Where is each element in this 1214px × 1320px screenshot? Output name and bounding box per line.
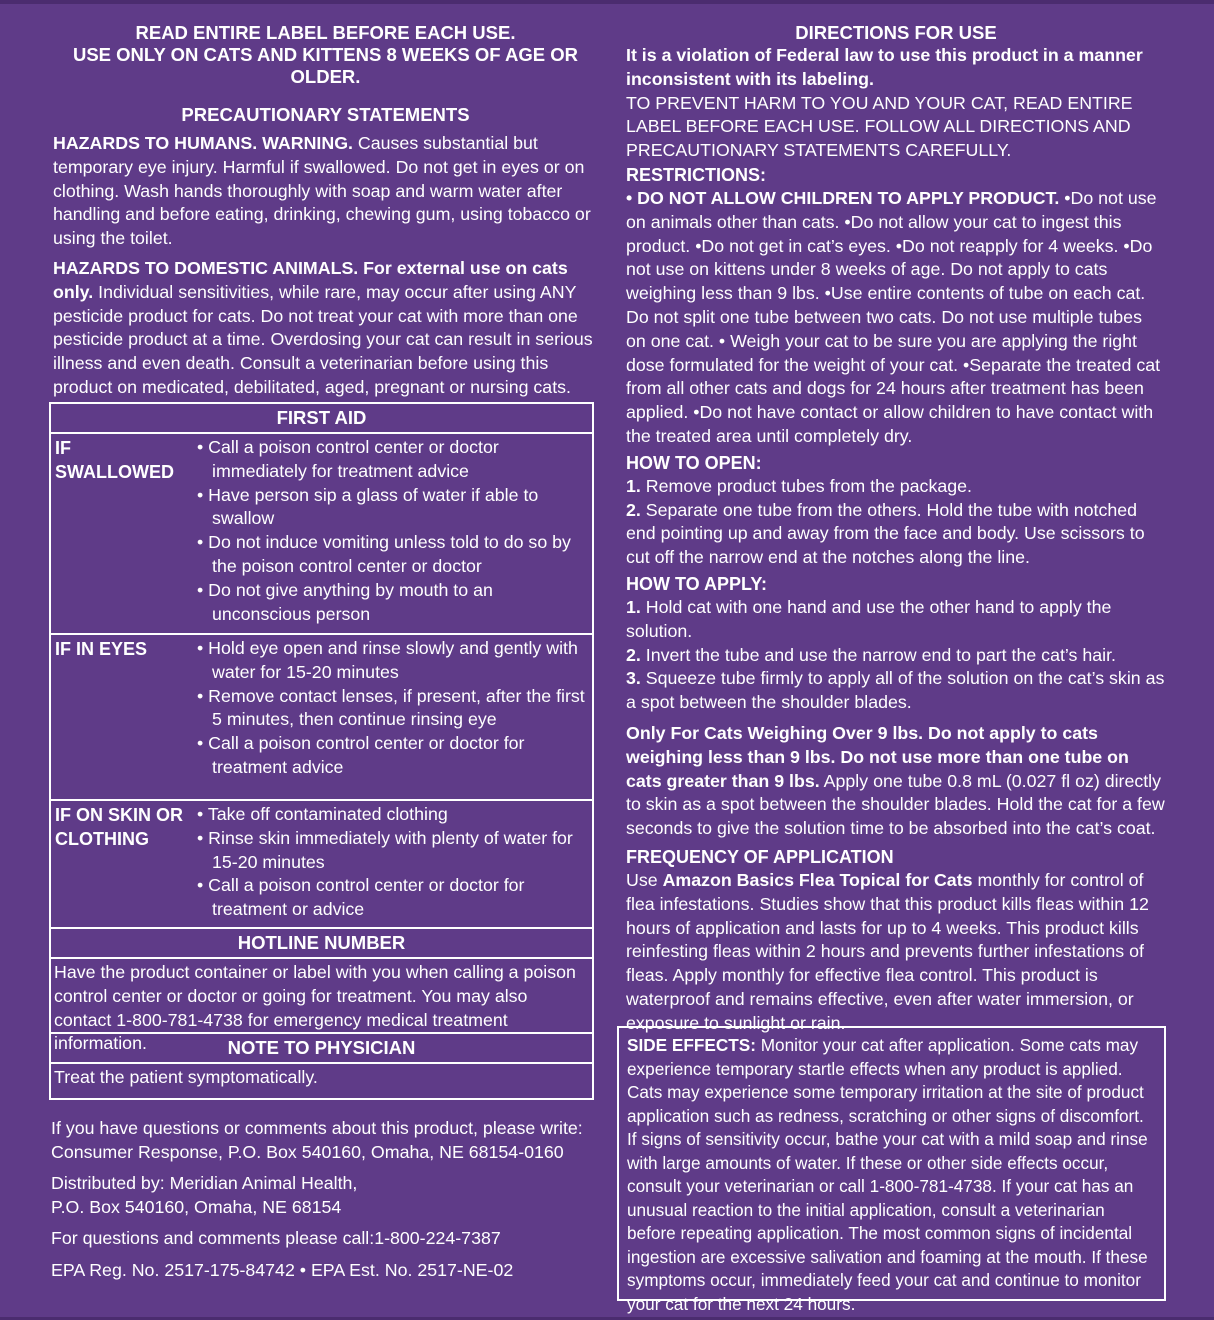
- weight-dosage-bold: Only For Cats Weighing Over 9 lbs. Do not apply to cats weighing less than 9 lbs. Do not use more than one tube on cats greater than 9 lbs.: [626, 722, 1129, 791]
- hazards-animals-text: Individual sensitivities, while rare, may occur after using ANY pesticide product for cats. Do not treat your cat with more than one pesticide product at a time. Overdosing your cat can result in serious illness and even death. Consult a veterinarian before using this product on medicated, debilitated, aged, pregnant or nursing cats.: [53, 281, 593, 397]
- label-warning-line-1: READ ENTIRE LABEL BEFORE EACH USE.: [135, 22, 516, 43]
- first-aid-row-skin: [51, 801, 592, 929]
- list-item: • Have person sip a glass of water if able to swallow: [197, 484, 590, 532]
- open-step: [626, 499, 1166, 570]
- hotline-text: Have the product container or label with you when calling a poison control center or doctor or going for treatment. You may also contact 1-800-781-4738 for emergency medical treatment information.: [51, 959, 592, 1034]
- first-aid-instructions: [194, 635, 592, 799]
- hazards-humans-text: Causes substantial but temporary eye injury. Harmful if swallowed. Do not get in eyes or on clothing. Wash hands thoroughly with soap and warm water after handling and before eating, drinking, chewing gum, using tobacco or using the toilet.: [53, 133, 591, 249]
- hazards-animals: [53, 257, 598, 400]
- frequency-title: FREQUENCY OF APPLICATION: [626, 846, 894, 867]
- step-number: 1.: [626, 475, 641, 496]
- list-item: • Do not give anything by mouth to an unconscious person: [197, 579, 590, 627]
- list-item: • Do not induce vomiting unless told to do so by the poison control center or doctor: [197, 531, 590, 579]
- prevent-harm-notice: TO PREVENT HARM TO YOU AND YOUR CAT, READ ENTIRE LABEL BEFORE EACH USE. FOLLOW ALL DIRECTIONS AND PRECAUTIONARY STATEMENTS CAREFULLY.: [626, 92, 1133, 161]
- step-number: 1.: [626, 596, 641, 617]
- physician-text: Treat the patient symptomatically.: [54, 1067, 318, 1087]
- how-to-open-title: HOW TO OPEN:: [626, 452, 762, 473]
- weight-dosage: [626, 722, 1166, 841]
- federal-law-notice: It is a violation of Federal law to use this product in a manner inconsistent with its labeling.: [626, 45, 1143, 89]
- restrictions-bold: • DO NOT ALLOW CHILDREN TO APPLY PRODUCT.: [626, 187, 1060, 208]
- precautionary-title: PRECAUTIONARY STATEMENTS: [181, 104, 470, 125]
- frequency-body: monthly for control of flea infestations. Studies show that this product kills fleas within 12 hours of application and lasts for up to 4 weeks. This product kills reinfesting fleas within 2 hours and prevents further infestations of fleas. Apply monthly for effective flea control. This product is waterproof and remains effective, even after water immersion, or exposure to sunlight or rain.: [626, 869, 1149, 1033]
- frequency-pre: Use: [626, 869, 663, 890]
- hotline-title: HOTLINE NUMBER: [51, 929, 592, 959]
- apply-step: [626, 667, 1166, 715]
- list-item: • Take off contaminated clothing: [197, 803, 590, 827]
- first-aid-instructions: [194, 434, 592, 633]
- directions-title: DIRECTIONS FOR USE: [795, 22, 997, 43]
- apply-step: [626, 644, 1166, 668]
- step-number: 3.: [626, 668, 641, 689]
- side-effects-box: [617, 1026, 1166, 1314]
- list-item: • Rinse skin immediately with plenty of water for 15-20 minutes: [197, 827, 590, 875]
- first-aid-table: [49, 402, 594, 1100]
- first-aid-title: FIRST AID: [51, 404, 592, 434]
- questions-address: If you have questions or comments about this product, please write: Consumer Response, P.O. Box 540160, Omaha, NE 68154-0160: [51, 1118, 583, 1162]
- left-column: [53, 22, 598, 406]
- first-aid-label: IF ON SKIN OR CLOTHING: [55, 805, 184, 849]
- distributor-line-1: Distributed by: Meridian Animal Health,: [51, 1173, 358, 1193]
- open-step: [626, 475, 1166, 499]
- restrictions-body: •Do not use on animals other than cats. •Do not allow your cat to ingest this product. •Do not get in cat’s eyes. •Do not reapply for 4 weeks. •Do not use on kittens under 8 weeks of age. Do not apply to cats weighing less than 9 lbs. •Use entire contents of tube on each cat. Do not split one tube between two cats. Do not use multiple tubes on one cat. • Weigh your cat to be sure you are applying the right dose formulated for the weight of your cat. •Separate the treated cat from all other cats and dogs for 24 hours after treatment has been applied. •Do not have contact or allow children to have contact with the treated area until completely dry.: [626, 187, 1161, 446]
- restrictions-title: RESTRICTIONS:: [626, 164, 767, 185]
- how-to-apply-title: HOW TO APPLY:: [626, 573, 768, 594]
- side-effects-text: Monitor your cat after application. Some cats may experience temporary startle effects when any product is applied. Cats may experience some temporary irritation at the site of product application such as redness, scratching or other signs of discomfort. If signs of sensitivity occur, bathe your cat with a mild soap and rinse with large amounts of water. If these or other side effects occur, consult your veterinarian or call 1-800-781-4738. If your cat has an unusual reaction to the initial application, consult a veterinarian before repeating application. The most common signs of incidental ingestion are excessive salivation and foaming at the mouth. If these symptoms occur, immediately feed your cat and continue to monitor your cat for the next 24 hours.: [627, 1035, 1148, 1314]
- first-aid-instructions: [194, 801, 592, 927]
- restrictions-text: [626, 187, 1166, 449]
- step-text: Invert the tube and use the narrow end to part the cat’s hair.: [640, 644, 1116, 665]
- weight-dosage-text: Apply one tube 0.8 mL (0.027 fl oz) directly to skin as a spot between the shoulder blades. Hold the cat for a few seconds to give the solution time to be absorbed into the cat’s coat.: [626, 770, 1165, 839]
- step-text: Remove product tubes from the package.: [640, 475, 972, 496]
- hazards-humans: [53, 132, 598, 251]
- list-item: • Call a poison control center or doctor for treatment advice: [197, 732, 590, 780]
- list-item: • Remove contact lenses, if present, after the first 5 minutes, then continue rinsing eye: [197, 685, 590, 733]
- list-item: • Call a poison control center or doctor for treatment or advice: [197, 874, 590, 922]
- step-number: 2.: [626, 499, 641, 520]
- list-item: • Call a poison control center or doctor immediately for treatment advice: [197, 436, 590, 484]
- label-warning-line-2: USE ONLY ON CATS AND KITTENS 8 WEEKS OF AGE OR OLDER.: [72, 44, 579, 87]
- physician-title: NOTE TO PHYSICIAN: [51, 1034, 592, 1064]
- right-column: [626, 22, 1166, 1035]
- apply-step: [626, 596, 1166, 644]
- product-name: Amazon Basics Flea Topical for Cats: [662, 869, 973, 890]
- first-aid-row-eyes: [51, 635, 592, 801]
- first-aid-label: IF IN EYES: [55, 639, 148, 659]
- side-effects-heading: SIDE EFFECTS:: [627, 1035, 756, 1055]
- hazards-humans-heading: HAZARDS TO HUMANS. WARNING.: [53, 133, 353, 153]
- step-text: Separate one tube from the others. Hold the tube with notched end pointing up and away from the face and body. Use scissors to cut off the narrow end at the notches along the line.: [626, 499, 1145, 568]
- first-aid-row-swallowed: [51, 434, 592, 635]
- epa-numbers: EPA Reg. No. 2517-175-84742 • EPA Est. No. 2517-NE-02: [51, 1260, 514, 1280]
- hazards-animals-heading: HAZARDS TO DOMESTIC ANIMALS. For external use on cats only.: [53, 257, 568, 302]
- distributor-line-2: P.O. Box 540160, Omaha, NE 68154: [51, 1197, 342, 1217]
- step-text: Hold cat with one hand and use the other hand to apply the solution.: [626, 596, 1112, 641]
- first-aid-label: IF SWALLOWED: [55, 438, 174, 482]
- frequency-text: [626, 869, 1166, 1036]
- step-number: 2.: [626, 644, 641, 665]
- list-item: • Hold eye open and rinse slowly and gently with water for 15-20 minutes: [197, 637, 590, 685]
- phone-line: For questions and comments please call:1-800-224-7387: [51, 1228, 501, 1248]
- step-text: Squeeze tube firmly to apply all of the solution on the cat’s skin as a spot between the shoulder blades.: [626, 668, 1165, 713]
